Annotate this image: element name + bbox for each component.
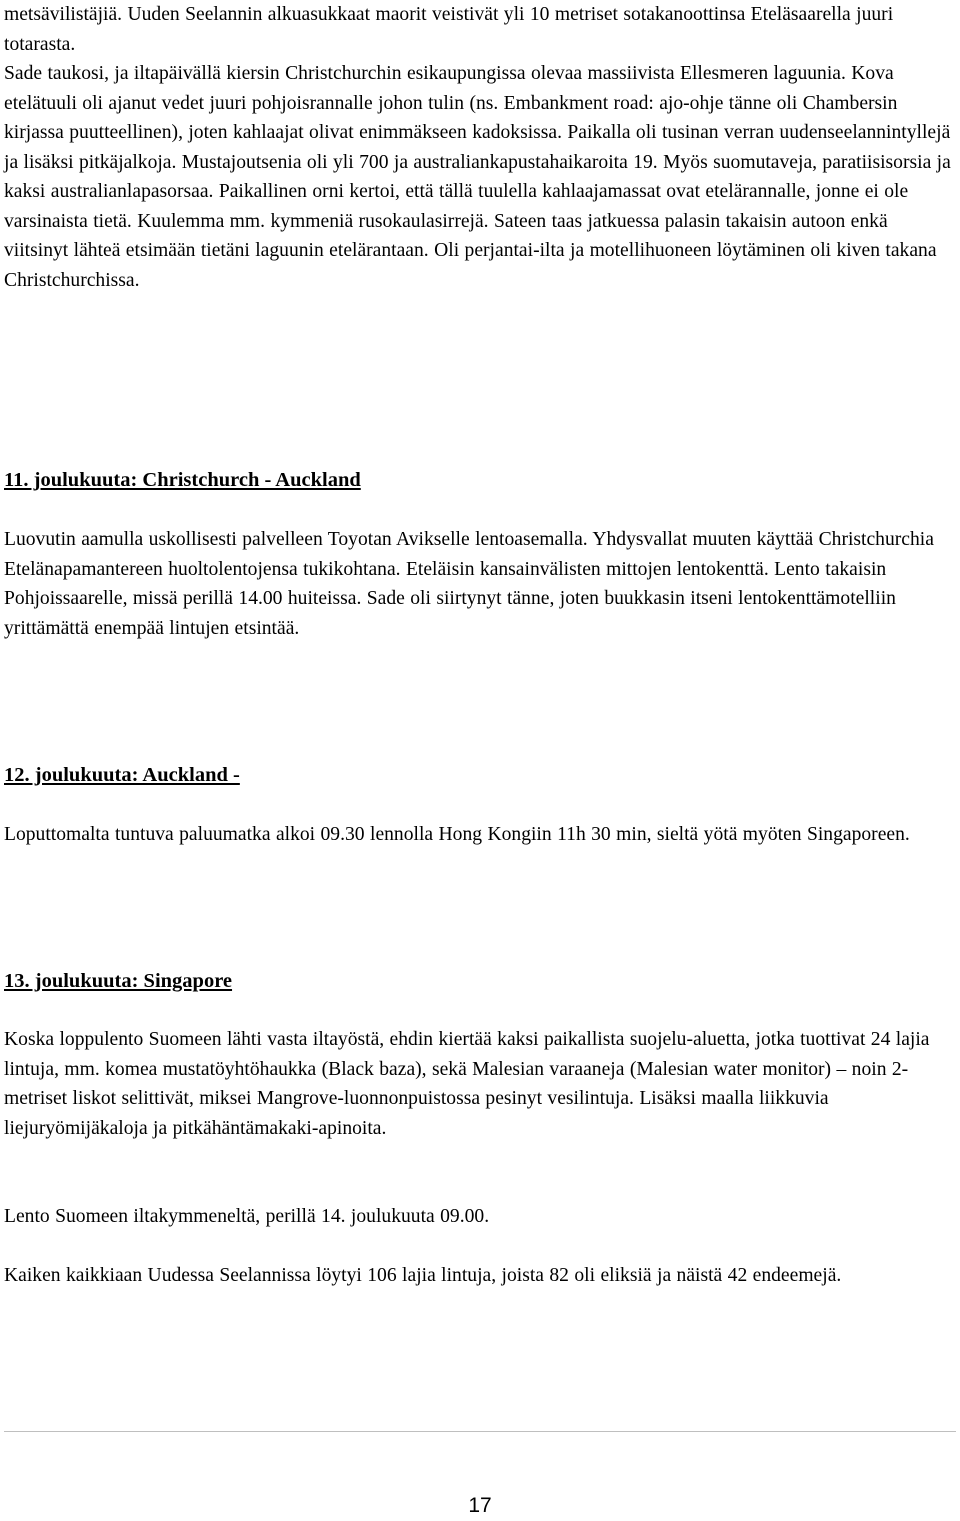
footer-divider — [4, 1431, 956, 1432]
section-heading-dec-12: 12. joulukuuta: Auckland - — [4, 764, 240, 786]
paragraph-continuation: metsävilistäjiä. Uuden Seelannin alkuasukkaat maorit veistivät yli 10 metriset sotakanoottinsa Eteläsaarella juuri totarasta. — [4, 4, 894, 55]
section-heading-dec-11: 11. joulukuuta: Christchurch - Auckland — [4, 469, 361, 491]
paragraph-summary: Kaiken kaikkiaan Uudessa Seelannissa löytyi 106 lajia lintuja, joista 82 oli eliksiä ja näistä 42 endeemejä. — [4, 1265, 842, 1286]
section-heading-dec-13: 13. joulukuuta: Singapore — [4, 970, 233, 992]
paragraph-ellesmere-lagoon: Sade taukosi, ja iltapäivällä kiersin Christchurchin esikaupungissa olevaa massiivista Ellesmeren laguunia. Kova etelätuuli oli ajanut vedet juuri pohjoisrannalle johon tulin (ns. Embankment road: ajo-ohje tänne oli Chambersin kirjassa puutteellinen), joten kahlaajat olivat enimmäkseen kadoksissa. Paikalla oli tusinan verran uudenseelannintyllejä ja lisäksi pitkäjalkoja. Mustajoutsenia oli yli 700 ja australiankapustahaikaroita 19. Myös suomutaveja, paratiisisorsia ja kaksi australianlapasorsaa. Paikallinen orni kertoi, että tällä tuulella kahlaajamassat ovat etelärannalle, jonne ei ole varsinaista tietä. Kuulemma mm. kymmeniä rusokaulasirrejä. Sateen taas jatkuessa palasin takaisin autoon enkä viitsinyt lähteä etsimään tietäni laguunin etelärantaan. Oli perjantai-ilta ja motellihuoneen löytäminen oli kiven takana Christchurchissa. — [4, 63, 951, 291]
paragraph-dec-11: Luovutin aamulla uskollisesti palvelleen Toyotan Avikselle lentoasemalla. Yhdysvallat muuten käyttää Christchurchia Etelänapamantereen huoltolentojensa tukikohtana. Eteläisin kansainvälisten mittojen lentokenttä. Lento takaisin Pohjoissaarelle, missä perillä 14.00 huiteissa. Sade oli siirtynyt tänne, joten buukkasin itseni lentokenttämotelliin yrittämättä enempää lintujen etsintää. — [4, 529, 934, 639]
paragraph-dec-13-singapore: Koska loppulento Suomeen lähti vasta iltayöstä, ehdin kiertää kaksi paikallista suojelu-aluetta, jotka tuottivat 24 lajia lintuja, mm. komea mustatöyhtöhaukka (Black baza), sekä Malesian varaaneja (Malesian water monitor) – noin 2-metriset liskot selittivät, miksei Mangrove-luonnonpuistossa pesinyt vesilintuja. Lisäksi maalla liikkuvia liejuryömijäkaloja ja pitkähäntämakaki-apinoita. — [4, 1029, 930, 1139]
paragraph-dec-12: Loputtomalta tuntuva paluumatka alkoi 09.30 lennolla Hong Kongiin 11h 30 min, sieltä yötä myöten Singaporeen. — [4, 824, 910, 845]
paragraph-flight-home: Lento Suomeen iltakymmeneltä, perillä 14. joulukuuta 09.00. — [4, 1206, 490, 1227]
page-number: 17 — [468, 1494, 492, 1517]
